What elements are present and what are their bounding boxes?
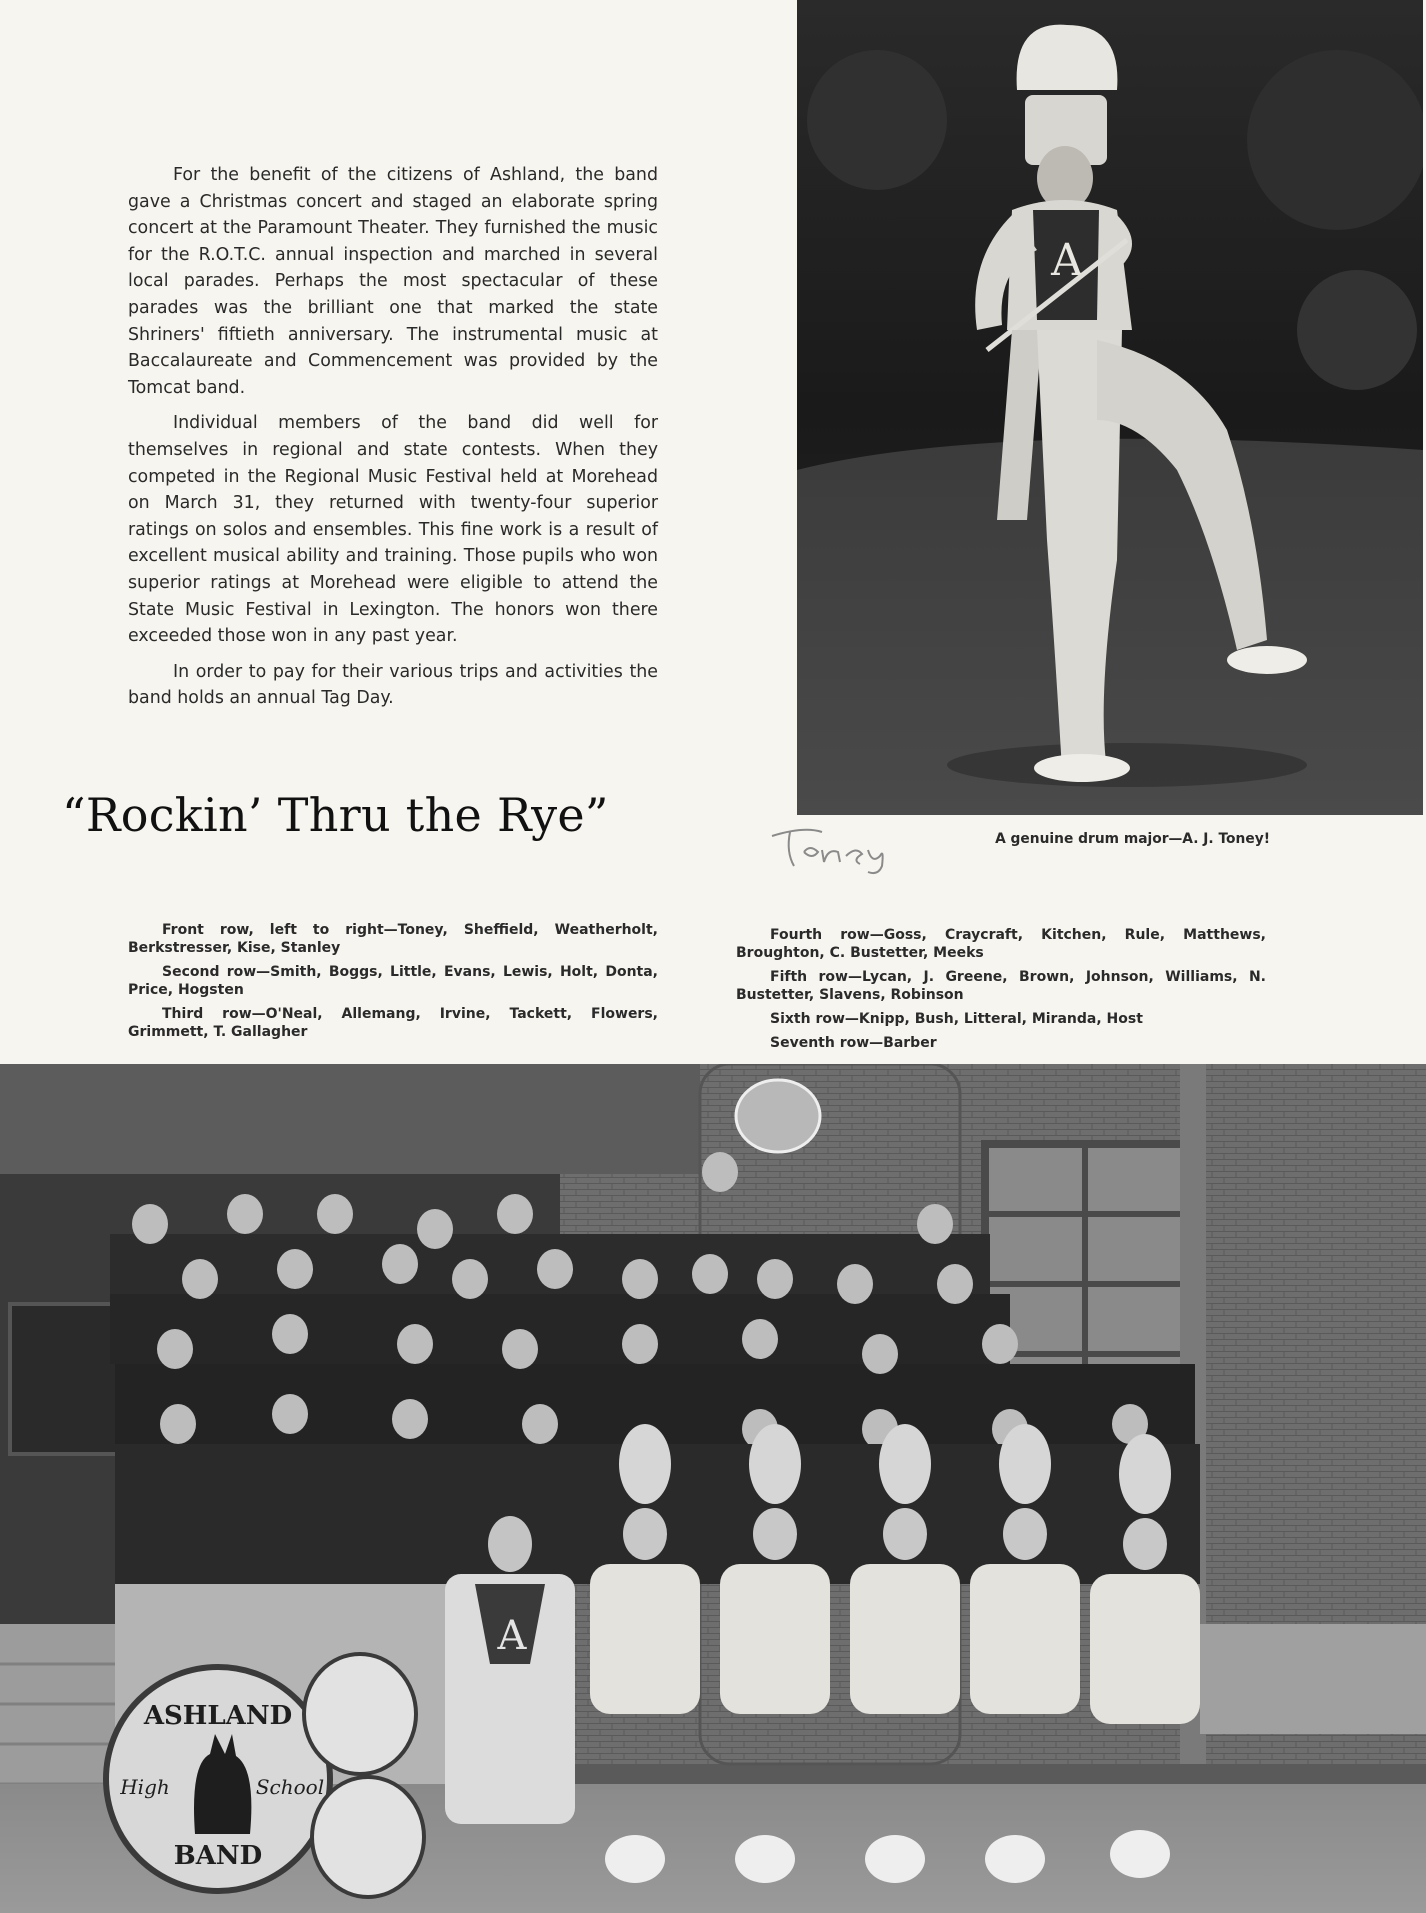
intro-paragraph-1: For the benefit of the citizens of Ashland, the band gave a Christmas concert and staged an elaborate spring concert at the Paramount Theater. They furnished the music for the R.O.T.C. annual inspection and marched in several local parades. Perhaps the most spectacular of these parades was the brilliant one that marked the state Shriners' fiftieth anniversary. The instrumental music at Baccalaureate and Commencement was provided by the Tomcat band. bbox=[128, 165, 658, 398]
drum-major-photo bbox=[797, 0, 1423, 815]
intro-paragraph-3: In order to pay for their various trips and activities the band holds an annual Tag Day. bbox=[128, 661, 658, 709]
drum-text-bottom: BAND bbox=[173, 1841, 263, 1871]
roster-second-row: Second row—Smith, Boggs, Little, Evans, Lewis, Holt, Donta, Price, Hogsten bbox=[128, 964, 658, 998]
page-headline: “Rockin’ Thru the Rye” bbox=[62, 788, 609, 842]
drum-text-right: School bbox=[255, 1775, 325, 1799]
roster-right-column bbox=[736, 926, 1266, 1058]
snare-drum-upper bbox=[304, 1654, 416, 1774]
drum-text-left: High bbox=[120, 1775, 170, 1799]
drum-major-caption: A genuine drum major—A. J. Toney! bbox=[995, 831, 1270, 847]
snare-drum-lower bbox=[312, 1777, 424, 1897]
roster-third-row: Third row—O'Neal, Allemang, Irvine, Tackett, Flowers, Grimmett, T. Gallagher bbox=[128, 1006, 658, 1040]
roster-fifth-row: Fifth row—Lycan, J. Greene, Brown, Johnson, Williams, N. Bustetter, Slavens, Robinson bbox=[736, 969, 1266, 1003]
intro-text bbox=[128, 162, 658, 721]
signature-scrawl bbox=[764, 818, 914, 878]
band-group-photo bbox=[0, 1064, 1426, 1913]
roster-seventh-row: Seventh row—Barber bbox=[770, 1035, 937, 1051]
drum-text-top: ASHLAND bbox=[143, 1701, 293, 1731]
jacket-letter: A bbox=[1051, 235, 1083, 286]
handwritten-signature bbox=[764, 818, 914, 878]
intro-paragraph-2: Individual members of the band did well for themselves in regional and state contests. When they competed in the Regional Music Festival held at Morehead on March 31, they returned with twenty-four superior ratings on solos and ensembles. This fine work is a result of excellent musical ability and training. Those pupils who won superior ratings at Morehead were eligible to attend the State Music Festival in Lexington. The honors won there exceeded those won in any past year. bbox=[128, 413, 658, 647]
roster-front-row: Front row, left to right—Toney, Sheffield, Weatherholt, Berkstresser, Kise, Stanley bbox=[128, 922, 658, 956]
drum-major-illustration bbox=[797, 0, 1423, 815]
roster-fourth-row: Fourth row—Goss, Craycraft, Kitchen, Rule, Matthews, Broughton, C. Bustetter, Meeks bbox=[736, 927, 1266, 961]
roster-left-column bbox=[128, 921, 658, 1047]
roster-sixth-row: Sixth row—Knipp, Bush, Litteral, Miranda, Host bbox=[770, 1011, 1143, 1027]
seated-jacket-letter: A bbox=[497, 1613, 527, 1659]
band-illustration bbox=[0, 1064, 1426, 1913]
